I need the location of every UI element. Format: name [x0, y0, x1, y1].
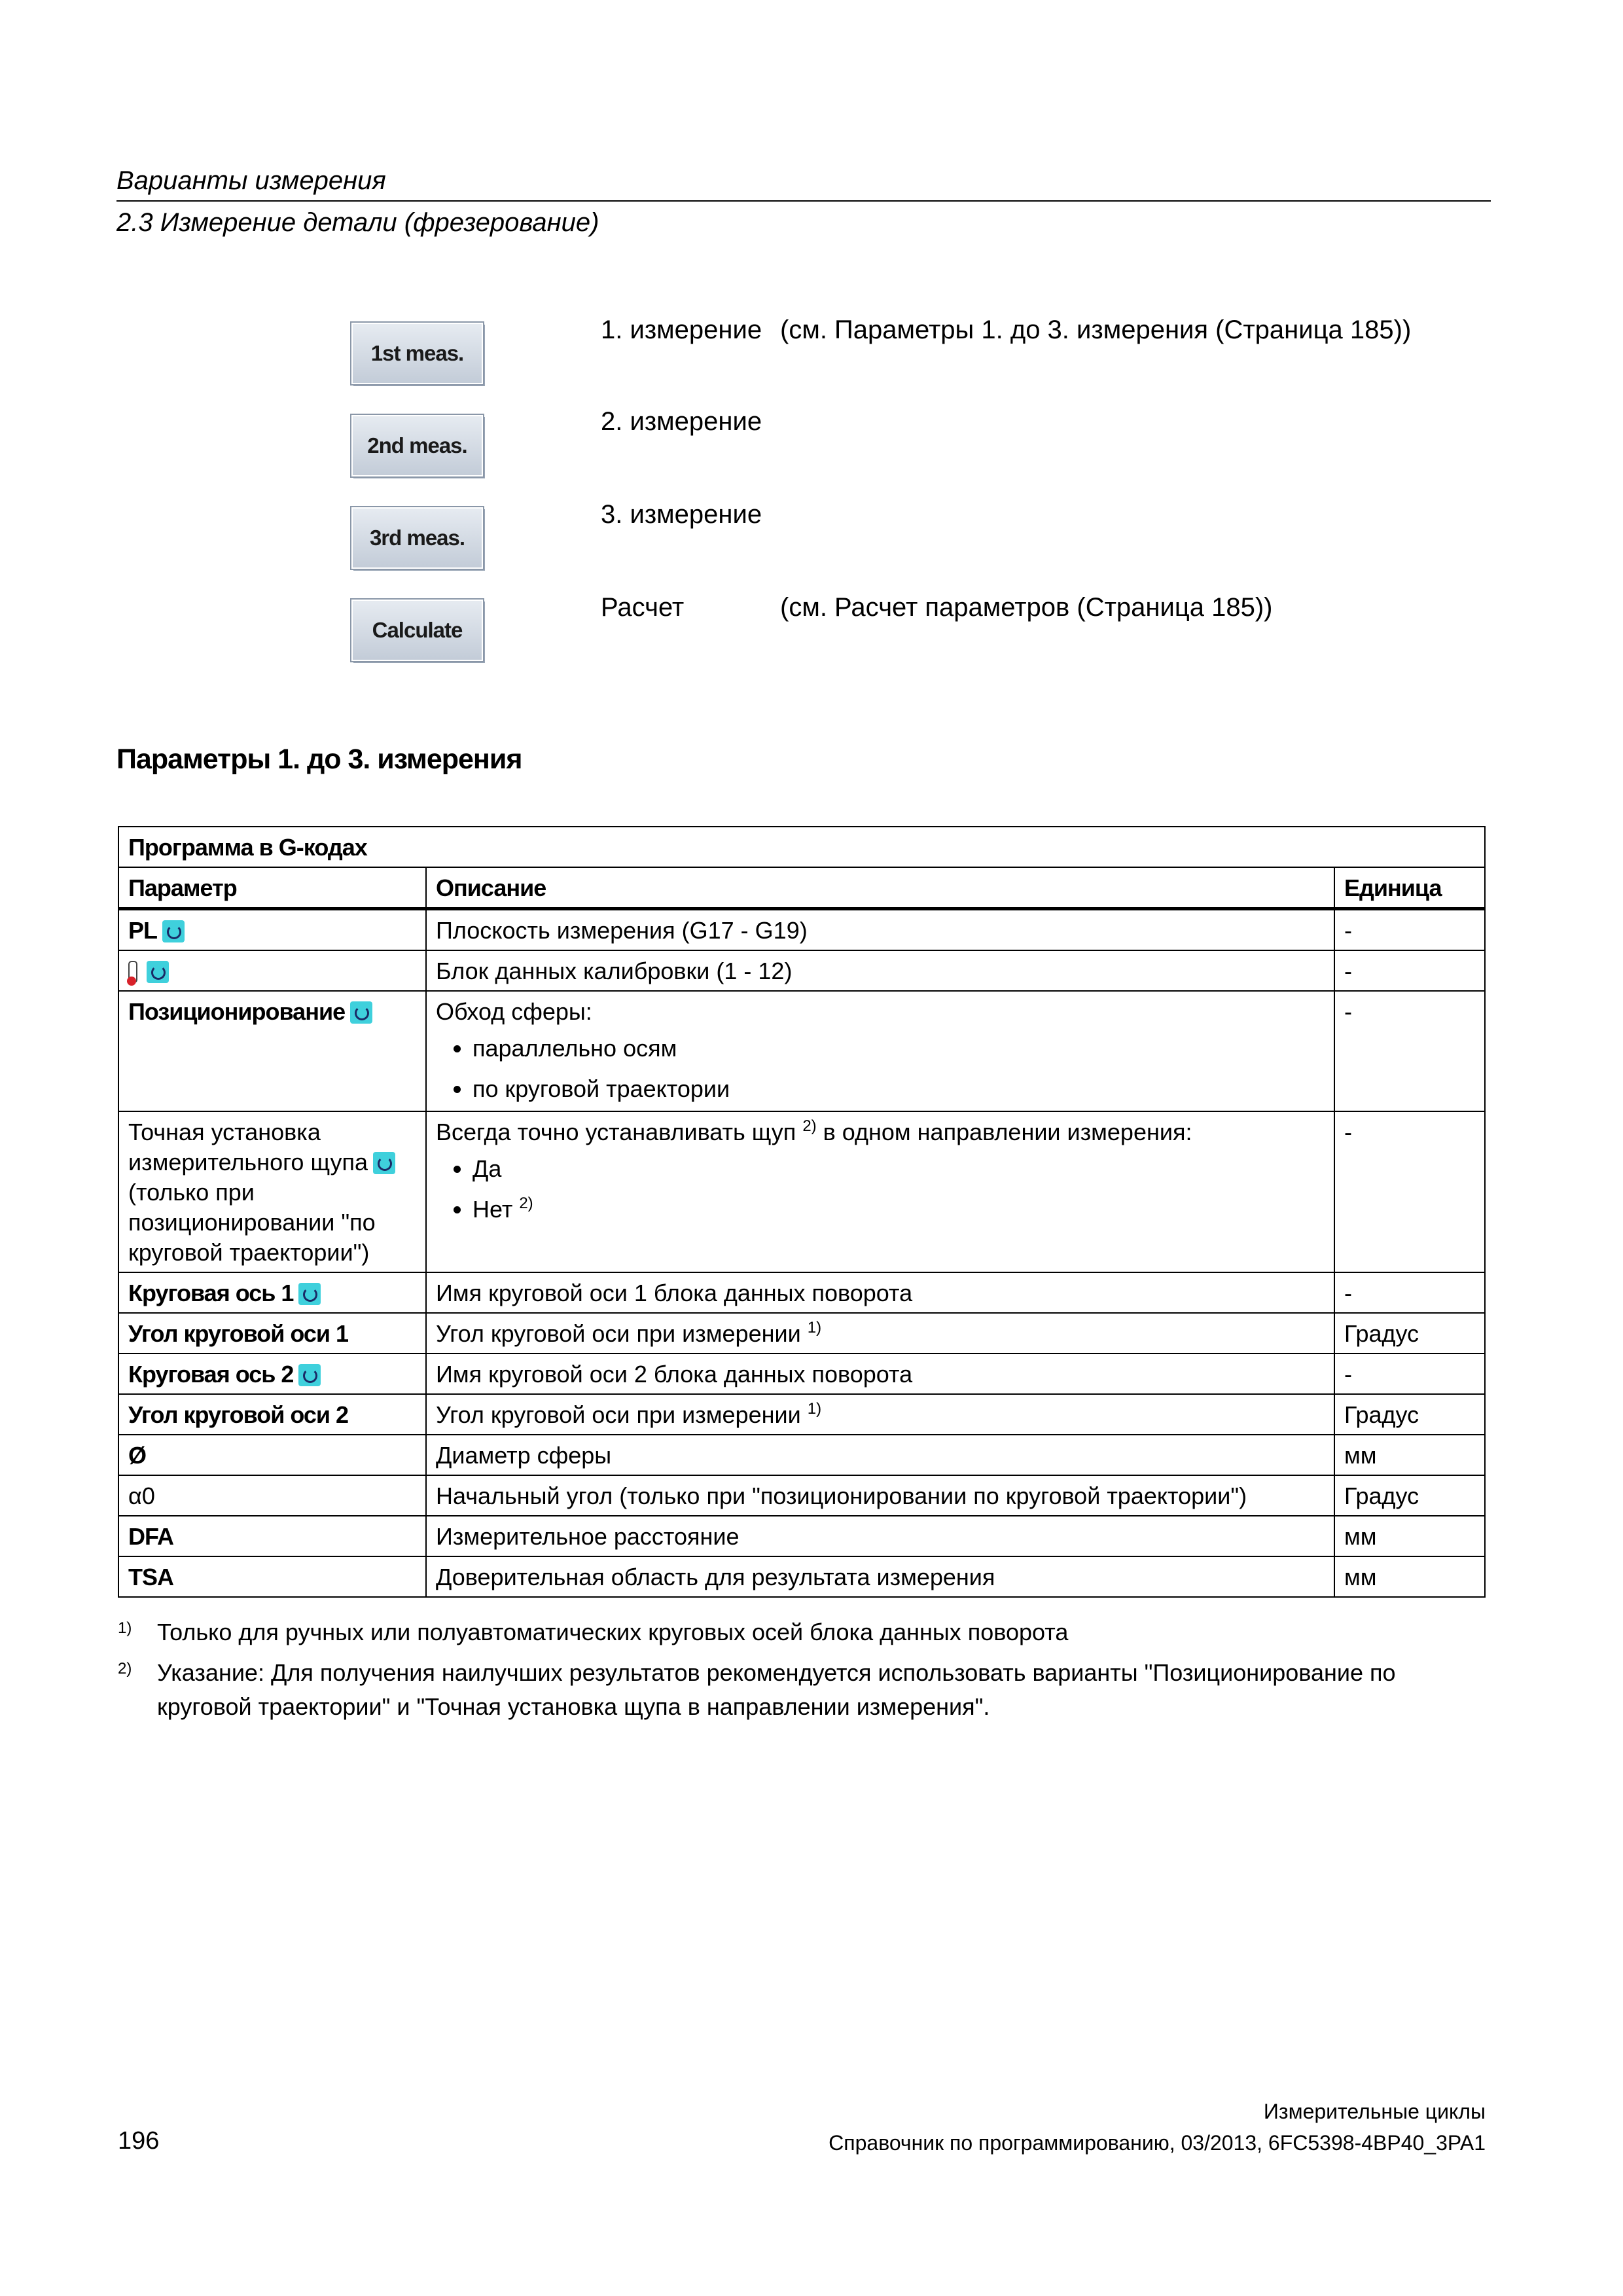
footnote-mark: 2) — [118, 1660, 132, 1677]
softkey-2nd-meas[interactable]: 2nd meas. — [351, 415, 483, 476]
param-line: позиционировании "по — [128, 1209, 376, 1236]
col-unit-header: Единица — [1334, 867, 1485, 909]
meas3-name: 3. измерение — [601, 500, 762, 529]
col-desc-header: Описание — [426, 867, 1334, 909]
param-name: PL — [128, 917, 158, 944]
cycle-toggle-icon[interactable] — [350, 1001, 372, 1024]
softkey-calculate[interactable]: Calculate — [351, 600, 483, 661]
table-row — [118, 1556, 1485, 1597]
unit-cell: - — [1334, 909, 1485, 951]
meas1-name: 1. измерение — [601, 315, 762, 344]
desc-cell: Блок данных калибровки (1 - 12) — [426, 950, 1334, 991]
footnote-text: Только для ручных или полуавтоматических круговых осей блока данных поворота — [157, 1619, 1069, 1645]
desc-text: Обход сферы: — [436, 998, 592, 1025]
param-cell — [118, 1272, 426, 1313]
param-name: Круговая ось 1 — [128, 1280, 294, 1306]
desc-part: в одном направлении измерения: — [816, 1119, 1192, 1145]
table-row — [118, 1475, 1485, 1516]
param-name: Круговая ось 2 — [128, 1361, 294, 1388]
table-row — [118, 909, 1485, 951]
desc-cell — [426, 1394, 1334, 1435]
footnote-ref: 2) — [519, 1194, 533, 1212]
param-line: (только при — [128, 1179, 255, 1206]
unit-cell: Градус — [1334, 1313, 1485, 1354]
option-item — [473, 1194, 1325, 1225]
desc-cell: Имя круговой оси 1 блока данных поворота — [426, 1272, 1334, 1313]
table-group-header-row — [118, 827, 1485, 867]
table-row — [118, 991, 1485, 1111]
desc-cell — [426, 1111, 1334, 1272]
footnote-ref: 1) — [807, 1400, 822, 1418]
table-row — [118, 950, 1485, 991]
param-line: круговой траектории") — [128, 1239, 370, 1266]
desc-text: Угол круговой оси при измерении — [436, 1401, 801, 1428]
desc-cell: Плоскость измерения (G17 - G19) — [426, 909, 1334, 951]
cycle-toggle-icon[interactable] — [147, 961, 169, 983]
table-row — [118, 1516, 1485, 1556]
cycle-toggle-icon[interactable] — [298, 1283, 321, 1305]
footnote-ref: 2) — [802, 1117, 817, 1135]
calc-name: Расчет — [601, 593, 685, 622]
softkey-1st-meas[interactable]: 1st meas. — [351, 323, 483, 384]
meas2-name: 2. измерение — [601, 407, 762, 436]
table-row — [118, 1354, 1485, 1394]
param-line: измерительного щупа — [128, 1149, 368, 1175]
footer-book-title: Измерительные циклы — [1263, 2100, 1486, 2123]
col-param-header: Параметр — [118, 867, 426, 909]
section-subtitle: 2.3 Измерение детали (фрезерование) — [116, 208, 599, 237]
option-item: • Да — [473, 1154, 1325, 1184]
param-cell — [118, 909, 426, 951]
thermometer-icon — [128, 961, 137, 983]
header-divider — [116, 200, 1491, 202]
unit-cell: - — [1334, 1111, 1485, 1272]
unit-cell: мм — [1334, 1435, 1485, 1475]
param-cell: α0 — [118, 1475, 426, 1516]
desc-cell: Имя круговой оси 2 блока данных поворота — [426, 1354, 1334, 1394]
desc-text: Угол круговой оси при измерении — [436, 1320, 801, 1347]
param-cell: Угол круговой оси 2 — [118, 1394, 426, 1435]
cycle-toggle-icon[interactable] — [298, 1364, 321, 1386]
cycle-toggle-icon[interactable] — [373, 1152, 395, 1174]
desc-cell — [426, 991, 1334, 1111]
footnote-mark: 1) — [118, 1619, 132, 1637]
param-line-with-icon — [128, 1147, 416, 1177]
option-list — [436, 1033, 1325, 1104]
table-header-row — [118, 867, 1485, 909]
table-row — [118, 1313, 1485, 1354]
param-cell — [118, 991, 426, 1111]
desc-text — [436, 1117, 1325, 1147]
unit-cell: - — [1334, 950, 1485, 991]
calc-ref: (см. Расчет параметров (Страница 185)) — [780, 593, 1273, 622]
cycle-toggle-icon[interactable] — [162, 920, 185, 942]
unit-cell: - — [1334, 991, 1485, 1111]
param-cell: TSA — [118, 1556, 426, 1597]
softkey-3rd-meas[interactable]: 3rd meas. — [351, 507, 483, 569]
desc-cell: Доверительная область для результата измерения — [426, 1556, 1334, 1597]
meas1-ref: (см. Параметры 1. до 3. измерения (Страница 185)) — [780, 315, 1412, 344]
param-cell — [118, 1111, 426, 1272]
desc-part: Всегда точно устанавливать щуп — [436, 1119, 796, 1145]
footer-reference: Справочник по программированию, 03/2013, 6FC5398-4BP40_3PA1 — [829, 2131, 1486, 2155]
param-name: Позиционирование — [128, 998, 346, 1025]
chapter-title: Варианты измерения — [116, 166, 386, 195]
param-cell — [118, 1354, 426, 1394]
option-item: • параллельно осям — [473, 1033, 1325, 1064]
footnote-text: Указание: Для получения наилучших результатов рекомендуется использовать варианты "Позиционирование по круговой траектории" и "Точная установка щупа в направлении измерения". — [157, 1659, 1396, 1720]
desc-cell: Начальный угол (только при "позиционировании по круговой траектории") — [426, 1475, 1334, 1516]
option-label: Нет — [473, 1196, 513, 1223]
table-row — [118, 1435, 1485, 1475]
section-heading: Параметры 1. до 3. измерения — [116, 744, 522, 775]
unit-cell: мм — [1334, 1556, 1485, 1597]
desc-cell: Диаметр сферы — [426, 1435, 1334, 1475]
param-line: Точная установка — [128, 1119, 321, 1145]
unit-cell: - — [1334, 1354, 1485, 1394]
desc-cell: Измерительное расстояние — [426, 1516, 1334, 1556]
option-item: • по круговой траектории — [473, 1074, 1325, 1104]
param-cell: Угол круговой оси 1 — [118, 1313, 426, 1354]
param-cell: DFA — [118, 1516, 426, 1556]
unit-cell: мм — [1334, 1516, 1485, 1556]
table-row — [118, 1111, 1485, 1272]
parameters-table — [118, 826, 1486, 1598]
param-cell: Ø — [118, 1435, 426, 1475]
table-row — [118, 1394, 1485, 1435]
unit-cell: Градус — [1334, 1475, 1485, 1516]
unit-cell: Градус — [1334, 1394, 1485, 1435]
footnote-ref: 1) — [807, 1319, 822, 1336]
group-header: Программа в G-кодах — [118, 827, 1485, 867]
table-row — [118, 1272, 1485, 1313]
param-cell — [118, 950, 426, 991]
desc-cell — [426, 1313, 1334, 1354]
unit-cell: - — [1334, 1272, 1485, 1313]
option-list — [436, 1154, 1325, 1225]
page-number: 196 — [118, 2127, 160, 2155]
